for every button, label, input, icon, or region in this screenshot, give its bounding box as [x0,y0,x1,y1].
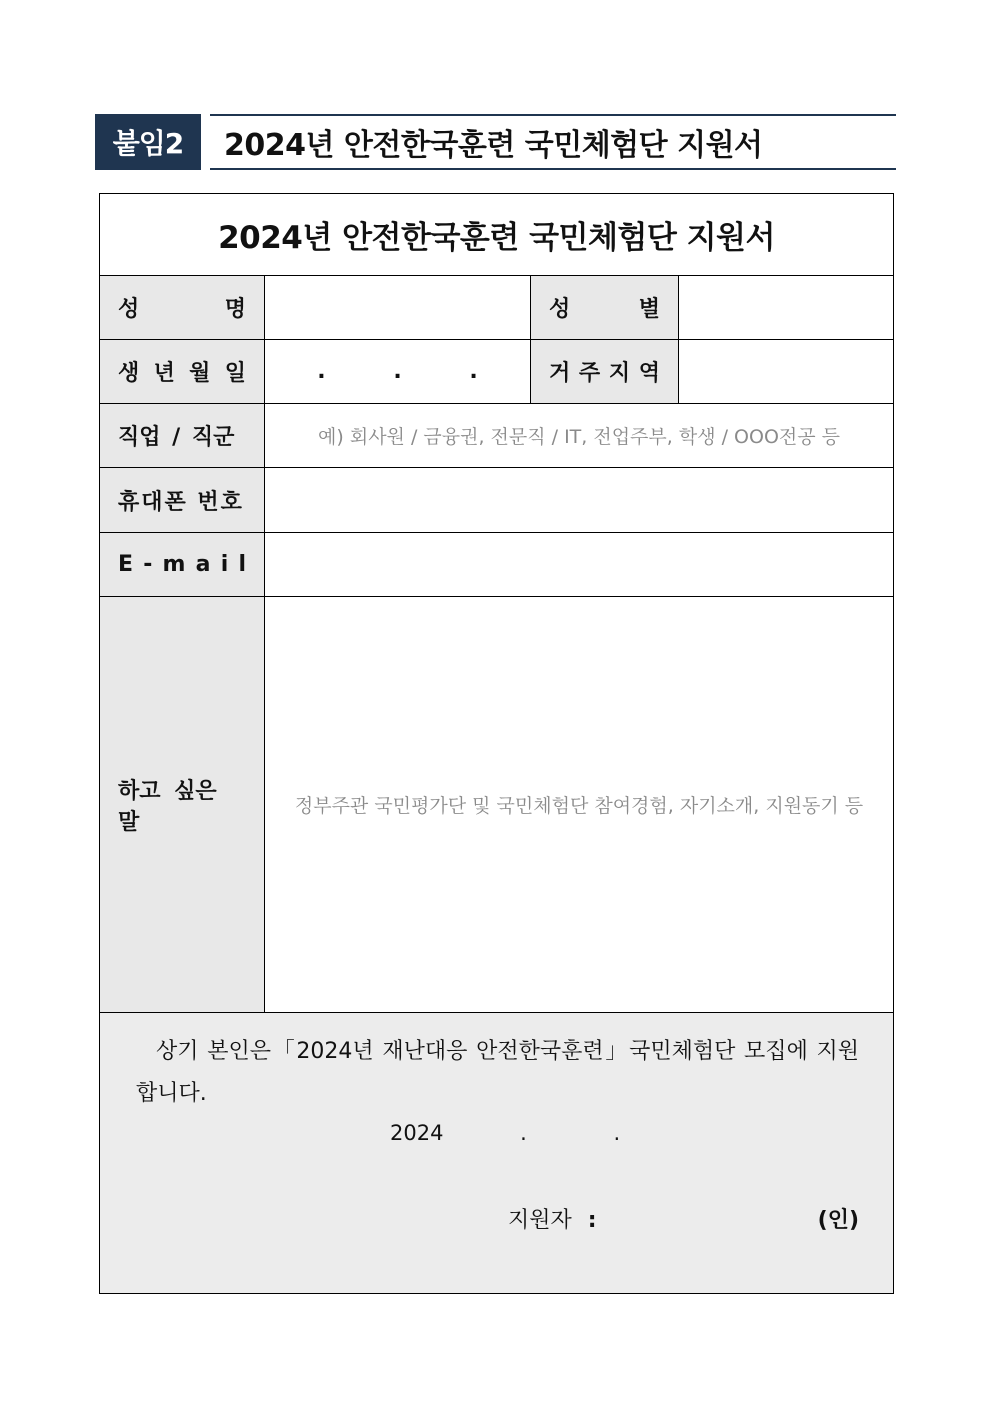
phone-field[interactable] [265,468,894,533]
date-year: 2024 [390,1121,444,1145]
email-label [100,533,265,597]
job-field[interactable] [265,404,894,468]
date-separator: . [469,359,478,384]
declaration-sentence: 상기 본인은「2024년 재난대응 안전한국훈련」국민체험단 모집에 지원합니다. [136,1039,860,1106]
label-char: m [162,552,186,577]
name-label [100,276,265,340]
attachment-header [95,114,896,170]
label-char: l [238,552,246,577]
label-char: i [220,552,229,577]
label-char: 별 [638,297,660,322]
label-char: 일 [224,361,246,386]
attachment-badge: 붙임2 [95,114,201,170]
message-hint: 정부주관 국민평가단 및 국민체험단 참여경험, 자기소개, 지원동기 등 [294,795,864,817]
label-char: 생 [118,361,140,386]
label-char: E [118,552,134,577]
birthdate-label [100,340,265,404]
date-separator: . [393,359,402,384]
label-char: - [143,552,153,577]
label-char: 성 [118,297,140,322]
seal-mark: (인) [817,1208,860,1233]
document-heading: 2024년 안전한국훈련 국민체험단 지원서 [210,114,896,170]
birthdate-field[interactable] [265,340,531,404]
date-separator: . [520,1121,527,1145]
declaration-text [136,1031,859,1115]
region-field[interactable] [679,340,894,404]
application-form [99,193,894,1294]
job-hint: 예) 회사원 / 금융권, 전문직 / IT, 전업주부, 학생 / OOO전공 등 [318,426,841,448]
job-label-text: 직업 / 직군 [118,425,235,450]
label-char: 월 [189,361,211,386]
label-char: 성 [549,297,571,322]
label-char: 거 [549,361,571,386]
label-char: 년 [153,361,175,386]
gender-label [531,276,679,340]
label-char: a [195,552,211,577]
phone-label [100,468,265,533]
applicant-colon: : [587,1208,597,1233]
email-field[interactable] [265,533,894,597]
applicant-label: 지원자 [508,1208,572,1233]
name-field[interactable] [265,276,531,340]
region-label [531,340,679,404]
applicant-line [508,1203,597,1234]
date-separator: . [613,1121,621,1145]
form-title: 2024년 안전한국훈련 국민체험단 지원서 [100,194,894,276]
job-label [100,404,265,468]
message-label [100,597,265,1013]
label-char: 역 [638,361,660,386]
date-separator: . [317,359,326,384]
label-char: 지 [608,361,631,386]
declaration-section [100,1013,894,1294]
message-field[interactable] [265,597,894,1013]
label-char: 주 [578,361,601,386]
label-char: 명 [224,297,246,322]
phone-label-text: 휴대폰 번호 [118,489,244,515]
message-label-text: 하고 싶은 말 [118,778,217,835]
gender-field[interactable] [679,276,894,340]
application-date [390,1121,620,1145]
